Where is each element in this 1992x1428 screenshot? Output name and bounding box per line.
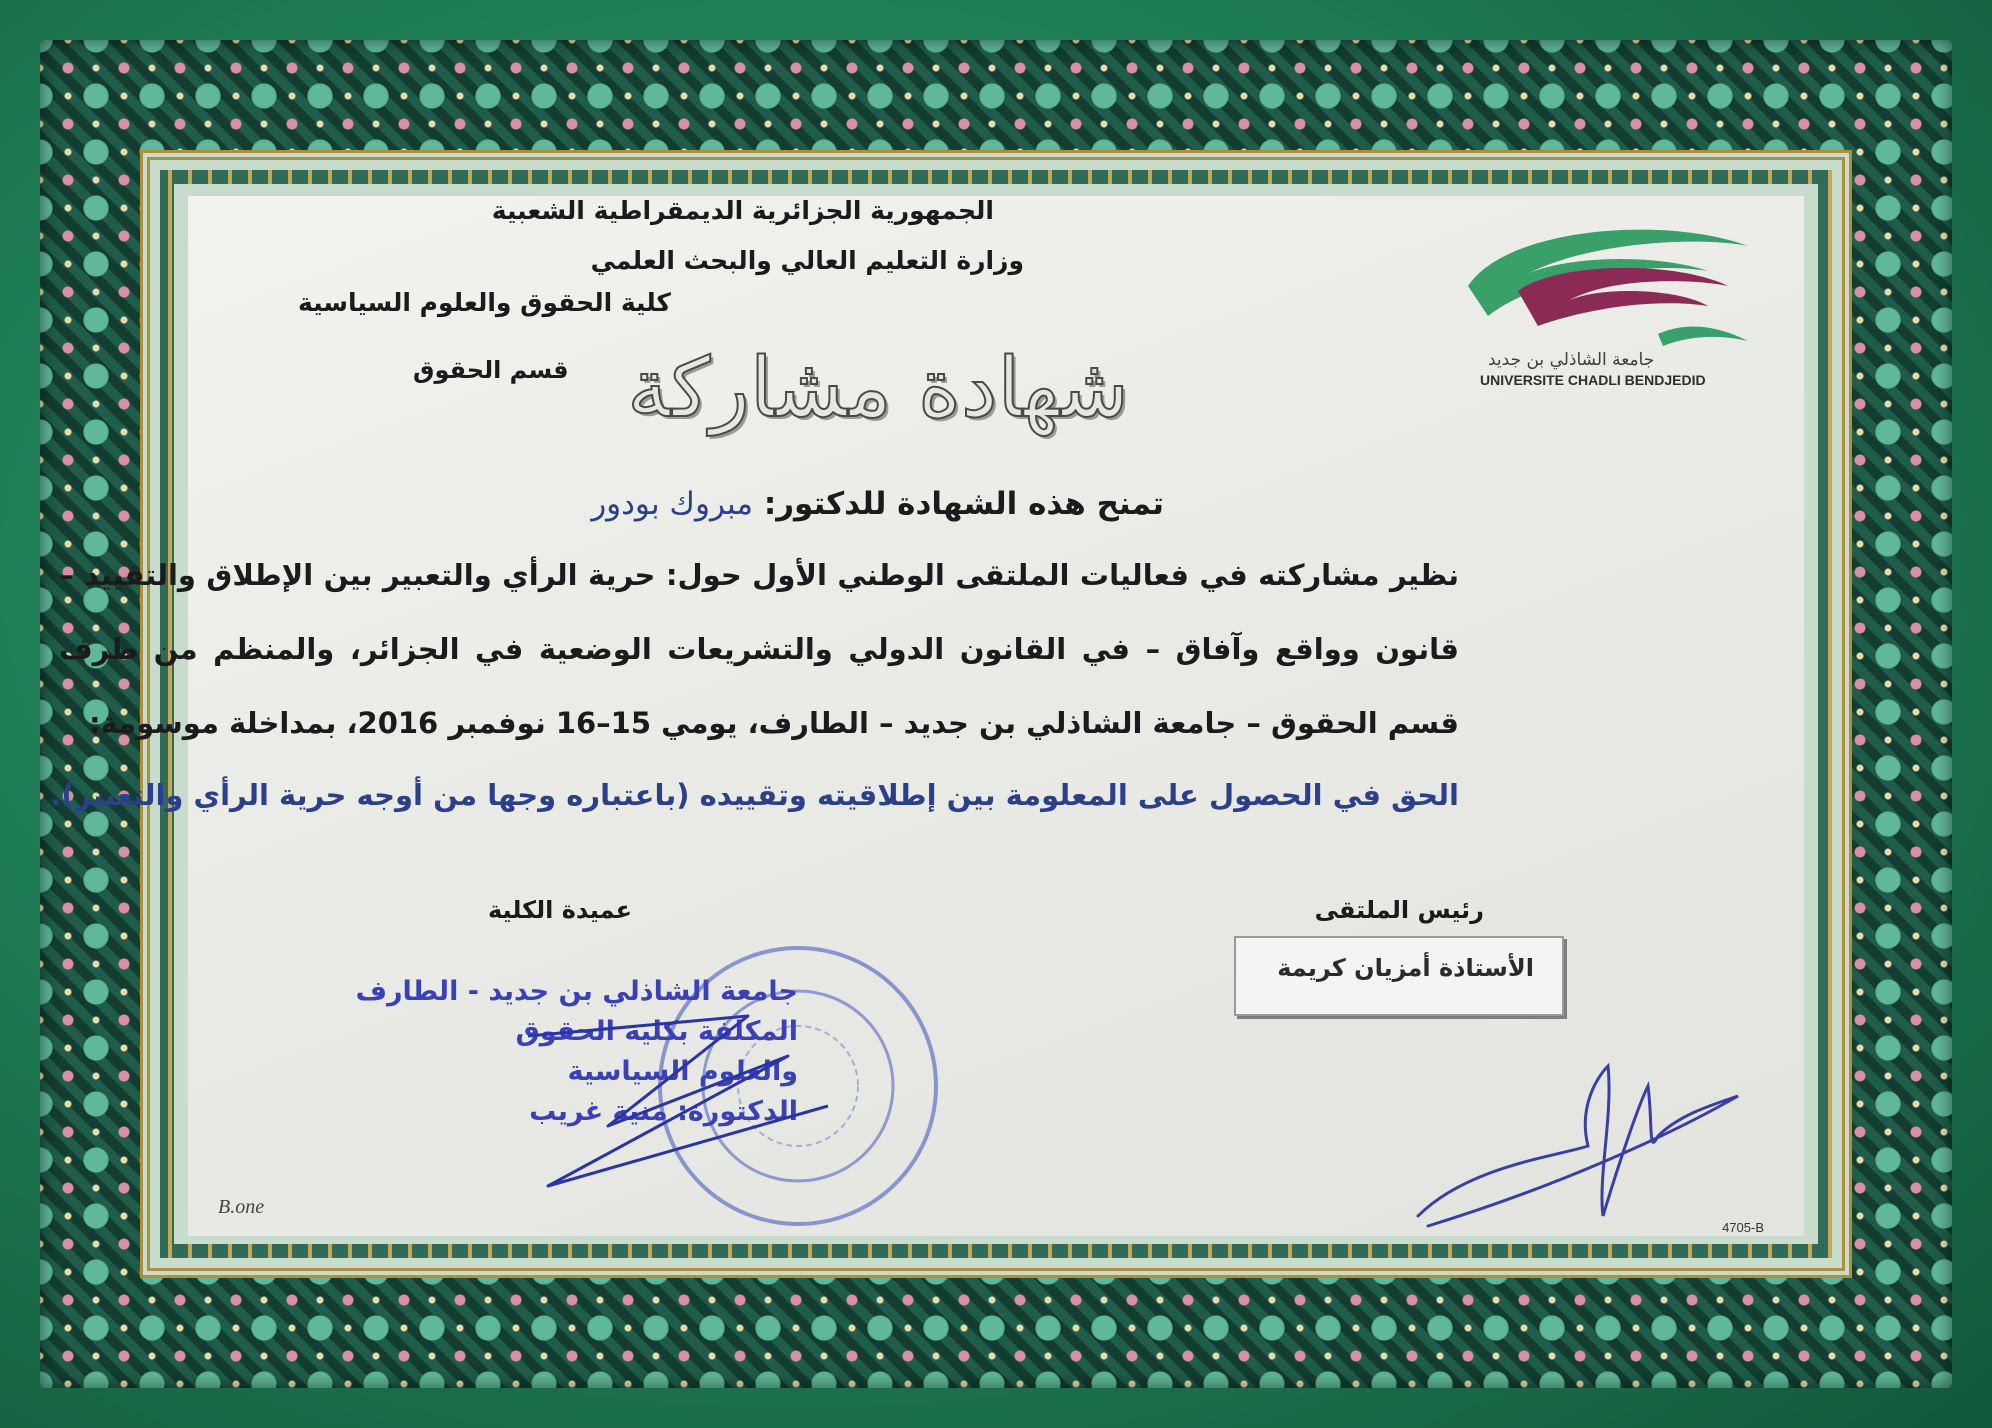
recipient-name: مبروك بودور	[591, 486, 754, 522]
dean-label: عميدة الكلية	[488, 896, 633, 924]
president-label: رئيس الملتقى	[1314, 896, 1484, 924]
president-signature	[1408, 1046, 1748, 1246]
logo-arabic-text: جامعة الشاذلي بن جديد	[1488, 350, 1655, 370]
certificate-title: شهادة مشاركة	[627, 341, 1129, 436]
ministry-header: وزارة التعليم العالي والبحث العلمي	[590, 246, 1024, 275]
grant-line	[591, 486, 1164, 522]
certificate-paper	[50, 196, 1804, 1236]
president-name: الأستاذة أمزيان كريمة	[1277, 954, 1534, 982]
stamp-line: والعلوم السياسية	[567, 1056, 798, 1087]
stamp-line: الدكتورة: منية غريب	[529, 1096, 798, 1127]
certificate-body: نظير مشاركته في فعاليات الملتقى الوطني الأول حول: حرية الرأي والتعبير بين الإطلاق والتقييد – قانون وواقع وآفاق – في القانون الدولي والتشريعات الوضعية في الجزائر، والمنظم من طرف قسم الحقوق – جامعة الشاذلي بن جديد – الطارف، يومي 15–16 نوفمبر 2016، بمداخلة موسومة:	[59, 558, 1459, 740]
department-name: قسم الحقوق	[413, 356, 569, 384]
grant-prefix: تمنح هذه الشهادة للدكتور:	[763, 486, 1164, 522]
logo-leaf	[1658, 327, 1748, 346]
faculty-name: كلية الحقوق والعلوم السياسية	[298, 288, 671, 317]
form-number: 4705-B	[1722, 1220, 1764, 1235]
logo-latin-text: UNIVERSITE CHADLI BENDJEDID	[1480, 372, 1706, 388]
university-logo	[1448, 216, 1768, 356]
republic-header: الجمهورية الجزائرية الديمقراطية الشعبية	[491, 196, 994, 225]
printer-mark: B.one	[218, 1196, 265, 1218]
stamp-line: المكلفة بكلية الحقوق	[515, 1016, 798, 1047]
presentation-topic: الحق في الحصول على المعلومة بين إطلاقيته وتقييده (باعتباره وجها من أوجه حرية الرأي والتعبير).	[50, 778, 1459, 812]
dean-signature	[488, 996, 968, 1216]
stamp-line: جامعة الشاذلي بن جديد - الطارف	[355, 976, 798, 1007]
